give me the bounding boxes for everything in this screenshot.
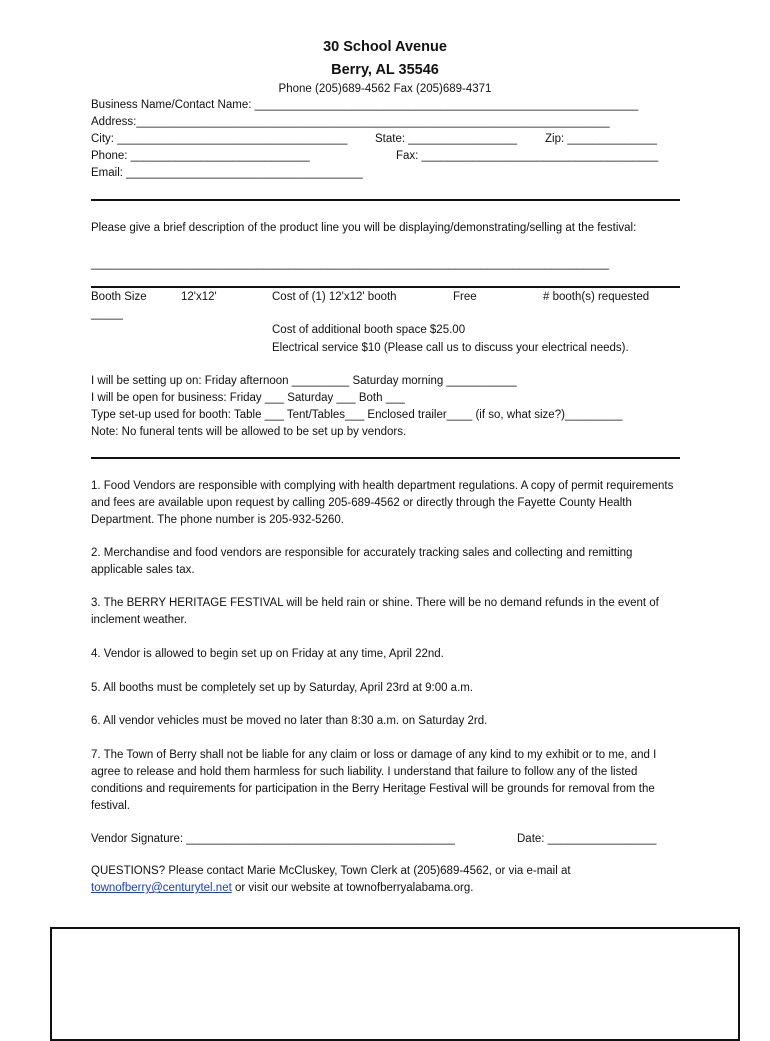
divider (91, 286, 680, 288)
funeral-tent-note: Note: No funeral tents will be allowed to be set up by vendors. (91, 426, 407, 438)
rule-item: 2. Merchandise and food vendors are responsible for accurately tracking sales and collecting and remitting applicable sales tax. (91, 547, 633, 576)
zip-field[interactable]: Zip: ______________ (545, 133, 657, 145)
booth-size-label: Booth Size (91, 291, 147, 303)
website-text: or visit our website at townofberryalabama.org. (231, 882, 474, 894)
electrical-service: Electrical service $10 (Please call us to discuss your electrical needs). (272, 342, 629, 354)
rule-item: 3. The BERRY HERITAGE FESTIVAL will be held rain or shine. There will be no demand refunds in the event of inclement weather. (91, 597, 659, 626)
questions-contact: QUESTIONS? Please contact Marie McCluskey, Town Clerk at (205)689-4562, or via e-mail at (91, 865, 571, 877)
booths-requested-label: # booth(s) requested (543, 291, 650, 303)
rule-item: 7. The Town of Berry shall not be liable for any claim or loss or damage of any kind to my exhibit or to me, and I agree to release and hold them harmless for such liability. I understand that failure to follow any of the listed conditions and requirements for participation in the Berry Heritage Festival will be grounds for removal from the festival. (91, 749, 657, 812)
questions-footer (91, 883, 473, 895)
header-phone-fax: Phone (205)689-4562 Fax (205)689-4371 (278, 83, 492, 95)
business-name-field[interactable]: Business Name/Contact Name: ____________________________________________________________ (91, 99, 639, 111)
phone-field[interactable]: Phone: ____________________________ (91, 150, 310, 162)
booth-cost-label: Cost of (1) 12'x12' booth (272, 291, 397, 303)
header-city-state: Berry, AL 35546 (331, 62, 439, 78)
signature-date-field[interactable]: Date: _________________ (517, 833, 657, 845)
divider (91, 457, 680, 459)
divider (91, 199, 680, 201)
state-field[interactable]: State: _________________ (375, 133, 517, 145)
address-field[interactable]: Address:__________________________________________________________________________ (91, 116, 610, 128)
rule-item: 4. Vendor is allowed to begin set up on Friday at any time, April 22nd. (91, 648, 444, 660)
rule-item: 1. Food Vendors are responsible with complying with health department regulations. A copy of permit requirements and fees are available upon request by calling 205-689-4562 or directly through the Fayette County Health Department. The phone number is 205-932-5260. (91, 480, 674, 526)
city-field[interactable]: City: ____________________________________ (91, 133, 348, 145)
setup-day-line[interactable]: I will be setting up on: Friday afternoon _________ Saturday morning ___________ (91, 375, 517, 387)
rule-item: 5. All booths must be completely set up by Saturday, April 23rd at 9:00 a.m. (91, 682, 474, 694)
booth-size-value: 12'x12' (181, 291, 217, 303)
email-link[interactable]: townofberry@centurytel.net (91, 882, 232, 894)
product-description-prompt: Please give a brief description of the product line you will be displaying/demonstrating/selling at the festival: (91, 222, 637, 234)
booths-requested-field[interactable]: _____ (91, 308, 123, 320)
open-for-business-line[interactable]: I will be open for business: Friday ___ Saturday ___ Both ___ (91, 392, 405, 404)
booth-cost-value: Free (453, 291, 477, 303)
email-field[interactable]: Email: _____________________________________ (91, 167, 363, 179)
additional-booth-cost: Cost of additional booth space $25.00 (272, 324, 466, 336)
vendor-signature-field[interactable]: Vendor Signature: __________________________________________ (91, 833, 455, 845)
product-description-line[interactable]: _________________________________________________________________________________ (91, 258, 610, 270)
setup-type-line[interactable]: Type set-up used for booth: Table ___ Tent/Tables___ Enclosed trailer____ (if so, what size?)_________ (91, 409, 623, 421)
rule-item: 6. All vendor vehicles must be moved no later than 8:30 a.m. on Saturday 2rd. (91, 715, 488, 727)
header-street: 30 School Avenue (323, 39, 447, 55)
fax-field[interactable]: Fax: _____________________________________ (396, 150, 659, 162)
